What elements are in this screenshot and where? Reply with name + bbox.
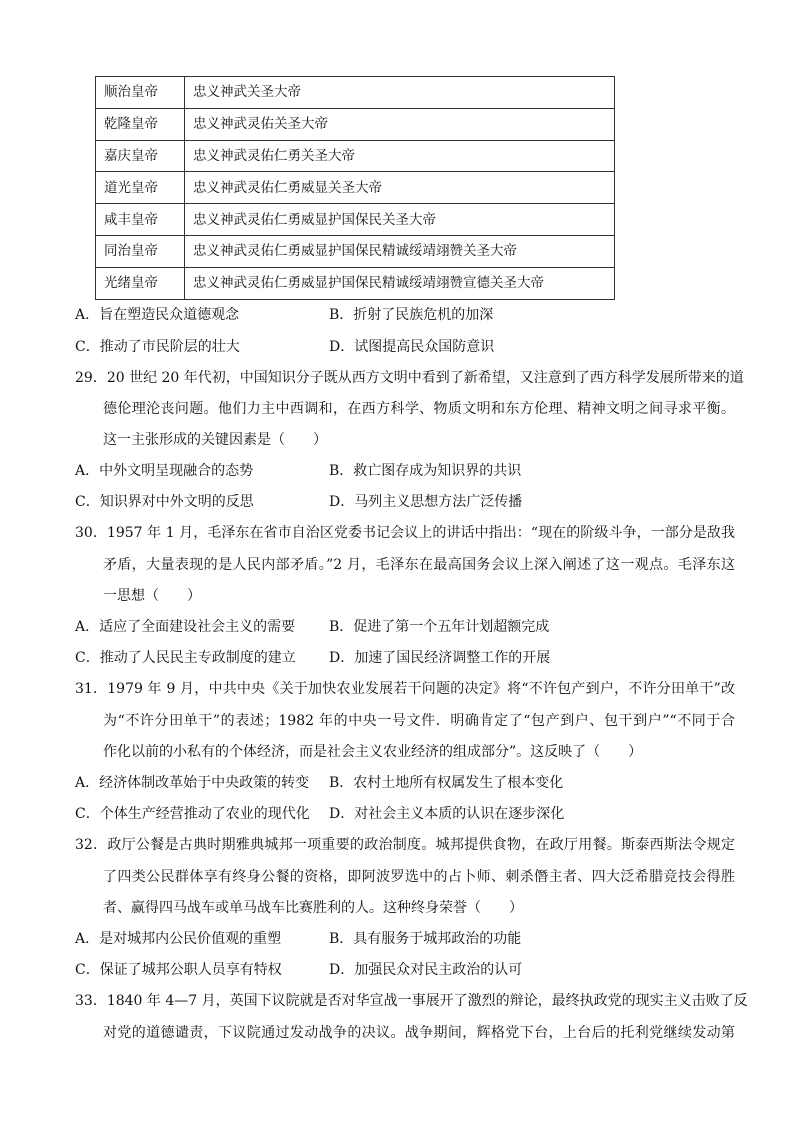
q30-option-b: B．促进了第一个五年计划超额完成 (329, 619, 550, 635)
q32-stem-line-3: 者、赢得四马战车或单马战车比赛胜利的人。这种终身荣誉（ ） (103, 900, 523, 916)
q30-stem-line-3: 一思想（ ） (103, 588, 201, 604)
title-cell: 忠义神武关圣大帝 (185, 77, 615, 109)
q29-option-a: A．中外文明呈现融合的态势 (75, 463, 254, 479)
q31-stem-line-1: 31．1979 年 9 月，中共中央《关于加快农业发展若干问题的决定》将“不许包产到户，不许分田单干”改 (75, 681, 735, 697)
q29-stem-line-3: 这一主张形成的关键因素是（ ） (103, 432, 327, 448)
q32-option-b: B．具有服务于城邦政治的功能 (329, 931, 522, 947)
table-row (96, 172, 615, 204)
table-row (96, 235, 615, 267)
title-cell: 忠义神武灵佑仁勇威显护国保民精诚绥靖翊赞关圣大帝 (185, 235, 615, 267)
q33-stem-line-1: 33．1840 年 4—7 月，英国下议院就是否对华宣战一事展开了激烈的辩论，最终执政党的现实主义击败了反 (75, 993, 748, 1009)
q29-option-c: C．知识界对中外文明的反思 (75, 494, 254, 510)
q31-stem-line-3: 作化以前的小私有的个体经济，而是社会主义农业经济的组成部分”。这反映了（ ） (103, 744, 643, 760)
q31-stem-line-2: 为“不许分田单干”的表述；1982 年的中央一号文件．明确肯定了“包产到户、包干到户”“不同于合 (103, 713, 735, 729)
q28-option-d: D．试图提高民众国防意识 (329, 339, 495, 355)
q32-option-a: A．是对城邦内公民价值观的重塑 (75, 931, 282, 947)
q30-option-a: A．适应了全面建设社会主义的需要 (75, 619, 296, 635)
q28-option-c: C．推动了市民阶层的壮大 (75, 339, 240, 355)
q30-stem-line-1: 30．1957 年 1 月，毛泽东在省市自治区党委书记会议上的讲话中指出：“现在的阶级斗争，一部分是敌我 (75, 525, 735, 541)
q31-option-b: B．农村土地所有权属发生了根本变化 (329, 775, 564, 791)
q31-option-c: C．个体生产经营推动了农业的现代化 (75, 806, 310, 822)
emperor-cell: 顺治皇帝 (96, 77, 185, 109)
q29-option-d: D．马列主义思想方法广泛传播 (329, 494, 523, 510)
emperor-cell: 咸丰皇帝 (96, 204, 185, 236)
q33-stem-line-2: 对党的道德谴责，下议院通过发动战争的决议。战争期间，辉格党下台，上台后的托利党继续发动第 (103, 1025, 735, 1041)
emperor-cell: 乾隆皇帝 (96, 108, 185, 140)
q28-option-a: A．旨在塑造民众道德观念 (75, 307, 240, 323)
q30-option-c: C．推动了人民民主专政制度的建立 (75, 650, 296, 666)
emperor-cell: 嘉庆皇帝 (96, 140, 185, 172)
table-row (96, 204, 615, 236)
table-row (96, 140, 615, 172)
title-cell: 忠义神武灵佑关圣大帝 (185, 108, 615, 140)
q31-option-d: D．对社会主义本质的认识在逐步深化 (329, 806, 565, 822)
table-row (96, 77, 615, 109)
title-cell: 忠义神武灵佑仁勇威显护国保民精诚绥靖翊赞宣德关圣大帝 (185, 267, 615, 299)
emperor-title-table (95, 76, 615, 300)
q28-option-b: B．折射了民族危机的加深 (329, 307, 494, 323)
q31-option-a: A．经济体制改革始于中央政策的转变 (75, 775, 310, 791)
title-cell: 忠义神武灵佑仁勇关圣大帝 (185, 140, 615, 172)
emperor-cell: 同治皇帝 (96, 235, 185, 267)
q30-option-d: D．加速了国民经济调整工作的开展 (329, 650, 551, 666)
q32-option-d: D．加强民众对民主政治的认可 (329, 962, 523, 978)
q32-stem-line-1: 32．政厅公餐是古典时期雅典城邦一项重要的政治制度。城邦提供食物，在政厅用餐。斯泰西斯法令规定 (75, 837, 735, 853)
emperor-cell: 道光皇帝 (96, 172, 185, 204)
q29-stem-line-1: 29．20 世纪 20 年代初，中国知识分子既从西方文明中看到了新希望，又注意到了西方科学发展所带来的道 (75, 370, 744, 386)
q30-stem-line-2: 矛盾，大量表现的是人民内部矛盾。”2 月，毛泽东在最高国务会议上深入阐述了这一观点。毛泽东这 (103, 557, 735, 573)
table-row (96, 267, 615, 299)
q32-option-c: C．保证了城邦公职人员享有特权 (75, 962, 282, 978)
q32-stem-line-2: 了四类公民群体享有终身公餐的资格，即阿波罗选中的占卜师、刺杀僭主者、四大泛希腊竞技会得胜 (103, 869, 735, 885)
q29-stem-line-2: 德伦理沦丧问题。他们力主中西调和，在西方科学、物质文明和东方伦理、精神文明之间寻求平衡。 (103, 401, 735, 417)
emperor-cell: 光绪皇帝 (96, 267, 185, 299)
title-cell: 忠义神武灵佑仁勇威显护国保民关圣大帝 (185, 204, 615, 236)
q29-option-b: B．救亡图存成为知识界的共识 (329, 463, 522, 479)
title-cell: 忠义神武灵佑仁勇威显关圣大帝 (185, 172, 615, 204)
table-row (96, 108, 615, 140)
